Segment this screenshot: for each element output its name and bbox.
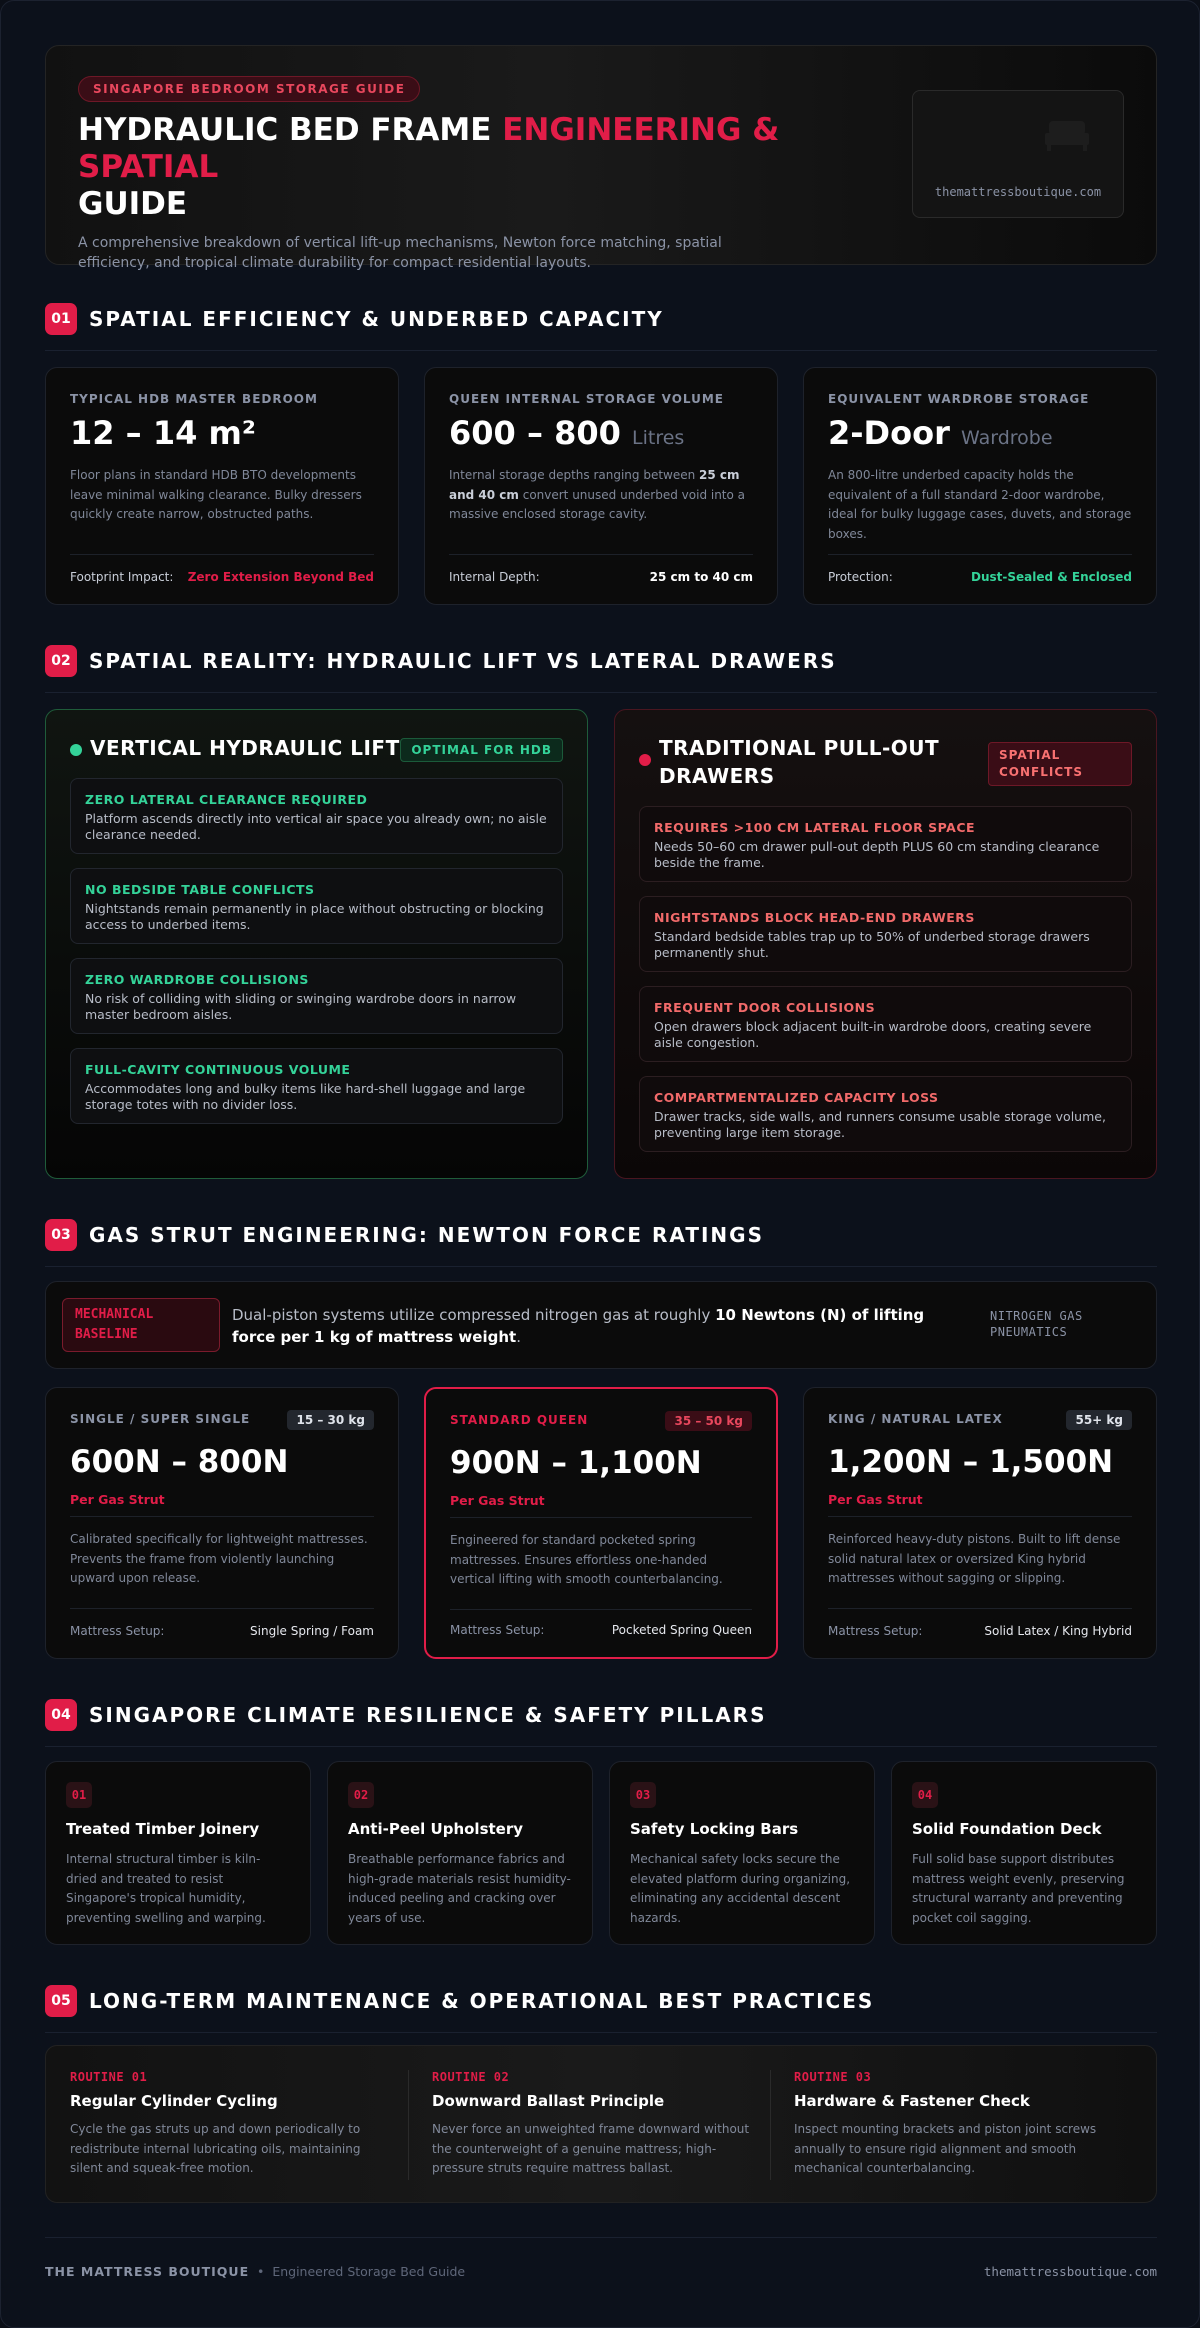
text: Dual-piston systems utilize compressed nitrogen gas at roughly xyxy=(232,1306,716,1324)
stat-footer xyxy=(449,570,753,584)
section-title: LONG-TERM MAINTENANCE & OPERATIONAL BEST PRACTICES xyxy=(89,1989,875,2013)
bed-icon xyxy=(1043,117,1091,153)
force-per: Per Gas Strut xyxy=(450,1493,545,1508)
tag-line: CONFLICTS xyxy=(999,765,1083,779)
item-heading: REQUIRES >100 CM LATERAL FLOOR SPACE xyxy=(654,820,976,835)
footer-brand: THE MATTRESS BOUTIQUE xyxy=(45,2264,250,2279)
pillar-title: Anti-Peel Upholstery xyxy=(348,1820,524,1838)
item-body: Needs 50–60 cm drawer pull-out depth PLUS 60 cm standing clearance beside the frame. xyxy=(654,839,1100,870)
label-line: PNEUMATICS xyxy=(990,1325,1068,1339)
list-item xyxy=(70,868,563,944)
desc-bold: 25 cm and 40 cm xyxy=(449,468,740,502)
stat-number: 2-Door xyxy=(828,414,950,452)
stat-card-bedroom xyxy=(45,367,399,605)
divider xyxy=(70,1608,374,1609)
hero-banner xyxy=(45,45,1157,271)
routine-desc: Inspect mounting brackets and piston joint screws annually to ensure rigid alignment and smooth mechanical counterbalancing. xyxy=(794,2122,1097,2175)
stat-value xyxy=(828,414,1053,452)
divider xyxy=(770,2070,771,2180)
title-line: TRADITIONAL PULL-OUT xyxy=(659,736,940,760)
section-header-5 xyxy=(45,1985,1157,2033)
foot-value: Dust-Sealed & Enclosed xyxy=(971,570,1132,584)
item-body: Drawer tracks, side walls, and runners consume usable storage volume, preventing large item storage. xyxy=(654,1109,1106,1140)
divider xyxy=(70,554,374,555)
nitrogen-label xyxy=(990,1308,1083,1340)
logo-url: themattressboutique.com xyxy=(934,185,1102,199)
list-item xyxy=(639,986,1132,1062)
page-subtitle: A comprehensive breakdown of vertical lift-up mechanisms, Newton force matching, spatial efficiency, and tropical climate durability for compact residential layouts. xyxy=(78,235,722,271)
item-heading: NO BEDSIDE TABLE CONFLICTS xyxy=(85,882,315,897)
divider xyxy=(408,2070,409,2180)
item-body: Accommodates long and bulky items like hard-shell luggage and large storage totes with no divider loss. xyxy=(85,1081,526,1112)
item-heading: ZERO LATERAL CLEARANCE REQUIRED xyxy=(85,792,368,807)
section-title: SINGAPORE CLIMATE RESILIENCE & SAFETY PILLARS xyxy=(89,1703,767,1727)
force-cards-row xyxy=(45,1387,1157,1659)
foot-key: Mattress Setup: xyxy=(70,1624,165,1638)
guide-pill: SINGAPORE BEDROOM STORAGE GUIDE xyxy=(78,76,420,102)
text-bold: 10 Newtons (N) of lifting force per 1 kg of mattress weight xyxy=(232,1306,925,1346)
divider xyxy=(70,1516,374,1517)
tag-line: BASELINE xyxy=(75,1327,138,1342)
pillar-desc: Full solid base support distributes mattress weight evenly, preserving structural warranty and preventing pocket coil sagging. xyxy=(912,1852,1125,1925)
panel-title xyxy=(659,734,939,790)
stat-desc: An 800-litre underbed capacity holds the equivalent of a full standard 2-door wardrobe, ideal for bulky luggage cases, duvets, and storage boxes. xyxy=(828,468,1132,541)
stat-value xyxy=(70,414,256,452)
routines-panel xyxy=(45,2045,1157,2203)
title-end: GUIDE xyxy=(78,186,188,222)
section-title: SPATIAL REALITY: HYDRAULIC LIFT VS LATERAL DRAWERS xyxy=(89,649,837,673)
title-line: DRAWERS xyxy=(659,764,775,788)
divider xyxy=(828,554,1132,555)
pillar-title: Solid Foundation Deck xyxy=(912,1820,1102,1838)
pull-out-drawers-panel xyxy=(614,709,1157,1179)
tag-line: SPATIAL xyxy=(999,748,1061,762)
pillar-desc: Mechanical safety locks secure the elevated platform during organizing, eliminating any accidental descent hazards. xyxy=(630,1852,851,1925)
stat-footer xyxy=(70,570,374,584)
foot-key: Protection: xyxy=(828,570,893,584)
divider xyxy=(450,1517,752,1518)
pillar-card xyxy=(891,1761,1157,1945)
item-heading: COMPARTMENTALIZED CAPACITY LOSS xyxy=(654,1090,939,1105)
list-item xyxy=(70,778,563,854)
stat-number: 600 – 800 xyxy=(449,414,621,452)
pillar-number: 01 xyxy=(66,1782,92,1808)
item-body: No risk of colliding with sliding or swinging wardrobe doors in narrow master bedroom aisles. xyxy=(85,991,517,1022)
list-item xyxy=(639,1076,1132,1152)
panel-title: VERTICAL HYDRAULIC LIFT xyxy=(90,736,400,760)
force-desc: Calibrated specifically for lightweight mattresses. Prevents the frame from violently launching upward upon release. xyxy=(70,1532,368,1585)
force-value: 900N – 1,100N xyxy=(450,1445,702,1481)
pillar-title: Safety Locking Bars xyxy=(630,1820,799,1838)
tag-line: MECHANICAL xyxy=(75,1307,154,1322)
foot-key: Mattress Setup: xyxy=(450,1623,545,1637)
routine-item xyxy=(432,2070,752,2179)
force-label: KING / NATURAL LATEX xyxy=(828,1412,1003,1426)
routine-number: ROUTINE 02 xyxy=(432,2070,510,2084)
force-desc: Engineered for standard pocketed spring mattresses. Ensures effortless one-handed vertical lifting with smooth counterbalancing. xyxy=(450,1533,723,1586)
routine-item xyxy=(794,2070,1114,2179)
force-value: 600N – 800N xyxy=(70,1444,289,1480)
section-number: 02 xyxy=(45,645,77,677)
pillar-desc: Breathable performance fabrics and high-grade materials resist humidity-induced peeling and cracking over years of use. xyxy=(348,1852,571,1925)
foot-key: Mattress Setup: xyxy=(828,1624,923,1638)
section-number: 04 xyxy=(45,1699,77,1731)
list-item xyxy=(70,958,563,1034)
force-per: Per Gas Strut xyxy=(828,1492,923,1507)
section-header-1 xyxy=(45,303,1157,351)
title-main: HYDRAULIC BED FRAME xyxy=(78,112,503,148)
page-footer xyxy=(45,2237,1157,2297)
foot-value: Single Spring / Foam xyxy=(250,1624,374,1638)
foot-value: Solid Latex / King Hybrid xyxy=(984,1624,1132,1638)
desc-text: convert unused underbed void into a massive enclosed storage cavity. xyxy=(449,487,746,521)
routine-title: Downward Ballast Principle xyxy=(432,2092,665,2110)
section-header-3 xyxy=(45,1219,1157,1267)
stat-desc: Floor plans in standard HDB BTO developments leave minimal walking clearance. Bulky dressers quickly create narrow, obstructed paths. xyxy=(70,468,362,521)
weight-badge: 15 – 30 kg xyxy=(287,1410,374,1430)
weight-badge: 55+ kg xyxy=(1066,1410,1132,1430)
divider xyxy=(828,1608,1132,1609)
stat-footer xyxy=(828,570,1132,584)
list-item xyxy=(639,896,1132,972)
pillar-card xyxy=(609,1761,875,1945)
routine-item xyxy=(70,2070,390,2179)
conflicts-badge xyxy=(988,742,1132,786)
routine-title: Hardware & Fastener Check xyxy=(794,2092,1030,2110)
stat-desc xyxy=(449,466,753,525)
stat-label: QUEEN INTERNAL STORAGE VOLUME xyxy=(449,392,725,406)
pillar-card xyxy=(327,1761,593,1945)
force-per: Per Gas Strut xyxy=(70,1492,165,1507)
status-dot xyxy=(70,744,82,756)
pillar-number: 04 xyxy=(912,1782,938,1808)
title-accent: ENGINEERING & SPATIAL xyxy=(78,112,780,185)
section-title: SPATIAL EFFICIENCY & UNDERBED CAPACITY xyxy=(89,307,664,331)
item-body: Platform ascends directly into vertical air space you already own; no aisle clearance needed. xyxy=(85,811,547,842)
routine-desc: Never force an unweighted frame downward without the counterweight of a genuine mattress; high-pressure struts require mattress ballast. xyxy=(432,2122,750,2175)
item-heading: FULL-CAVITY CONTINUOUS VOLUME xyxy=(85,1062,351,1077)
baseline-tag xyxy=(62,1298,220,1352)
divider xyxy=(450,1609,752,1610)
divider xyxy=(828,1516,1132,1517)
list-item xyxy=(70,1048,563,1124)
divider xyxy=(449,554,753,555)
stat-value xyxy=(449,414,684,452)
routine-desc: Cycle the gas struts up and down periodically to redistribute internal lubricating oils, maintaining silent and squeak-free motion. xyxy=(70,2122,361,2175)
foot-key: Footprint Impact: xyxy=(70,570,174,584)
logo-box xyxy=(912,90,1124,218)
pillar-desc: Internal structural timber is kiln-dried and treated to resist Singapore's tropical humidity, preventing swelling and warping. xyxy=(66,1852,266,1925)
item-heading: ZERO WARDROBE COLLISIONS xyxy=(85,972,309,987)
stat-number: 12 – 14 m² xyxy=(70,414,256,452)
page-content xyxy=(45,45,1157,2279)
stat-card-wardrobe xyxy=(803,367,1157,605)
pillars-row xyxy=(45,1761,1157,1945)
baseline-text xyxy=(232,1304,972,1348)
label-line: NITROGEN GAS xyxy=(990,1309,1083,1323)
footer-subtitle xyxy=(257,2264,465,2279)
list-item xyxy=(639,806,1132,882)
page-title xyxy=(78,112,898,223)
foot-key: Internal Depth: xyxy=(449,570,540,584)
force-footer xyxy=(70,1624,374,1638)
force-card-single xyxy=(45,1387,399,1659)
force-card-king xyxy=(803,1387,1157,1659)
footer-sub-text: Engineered Storage Bed Guide xyxy=(272,2264,466,2279)
force-footer xyxy=(450,1623,752,1637)
force-desc: Reinforced heavy-duty pistons. Built to lift dense solid natural latex or oversized King hybrid mattresses without sagging or slipping. xyxy=(828,1532,1121,1585)
section-title: GAS STRUT ENGINEERING: NEWTON FORCE RATINGS xyxy=(89,1223,764,1247)
stat-label: TYPICAL HDB MASTER BEDROOM xyxy=(70,392,318,406)
item-heading: NIGHTSTANDS BLOCK HEAD-END DRAWERS xyxy=(654,910,975,925)
footer-url[interactable]: themattressboutique.com xyxy=(983,2264,1157,2279)
pillar-number: 03 xyxy=(630,1782,656,1808)
routine-title: Regular Cylinder Cycling xyxy=(70,2092,278,2110)
section-number: 03 xyxy=(45,1219,77,1251)
text: . xyxy=(516,1328,521,1346)
force-label: SINGLE / SUPER SINGLE xyxy=(70,1412,251,1426)
force-card-queen xyxy=(424,1387,778,1659)
foot-value: Pocketed Spring Queen xyxy=(611,1623,752,1637)
section-header-2 xyxy=(45,645,1157,693)
item-body: Open drawers block adjacent built-in wardrobe doors, creating severe aisle congestion. xyxy=(654,1019,1092,1050)
status-dot xyxy=(639,754,651,766)
stat-unit: Wardrobe xyxy=(961,427,1053,449)
foot-value: Zero Extension Beyond Bed xyxy=(187,570,374,584)
desc-text: Internal storage depths ranging between xyxy=(449,468,700,482)
item-body: Standard bedside tables trap up to 50% of underbed storage drawers permanently shut. xyxy=(654,929,1090,960)
force-label: STANDARD QUEEN xyxy=(450,1413,589,1427)
section-number: 05 xyxy=(45,1985,77,2017)
routine-number: ROUTINE 01 xyxy=(70,2070,148,2084)
hydraulic-lift-panel xyxy=(45,709,588,1179)
pillar-number: 02 xyxy=(348,1782,374,1808)
mechanical-baseline-bar xyxy=(45,1281,1157,1369)
section-header-4 xyxy=(45,1699,1157,1747)
weight-badge: 35 – 50 kg xyxy=(665,1411,752,1431)
footer-separator: • xyxy=(257,2264,265,2279)
force-value: 1,200N – 1,500N xyxy=(828,1444,1114,1480)
section-number: 01 xyxy=(45,303,77,335)
item-heading: FREQUENT DOOR COLLISIONS xyxy=(654,1000,876,1015)
stat-card-volume xyxy=(424,367,778,605)
stat-label: EQUIVALENT WARDROBE STORAGE xyxy=(828,392,1090,406)
foot-value: 25 cm to 40 cm xyxy=(649,570,753,584)
pillar-card xyxy=(45,1761,311,1945)
optimal-badge: OPTIMAL FOR HDB xyxy=(400,738,563,762)
item-body: Nightstands remain permanently in place without obstructing or blocking access to underbed items. xyxy=(85,901,544,932)
pillar-title: Treated Timber Joinery xyxy=(66,1820,260,1838)
routine-number: ROUTINE 03 xyxy=(794,2070,872,2084)
stat-unit: Litres xyxy=(632,427,685,449)
force-footer xyxy=(828,1624,1132,1638)
